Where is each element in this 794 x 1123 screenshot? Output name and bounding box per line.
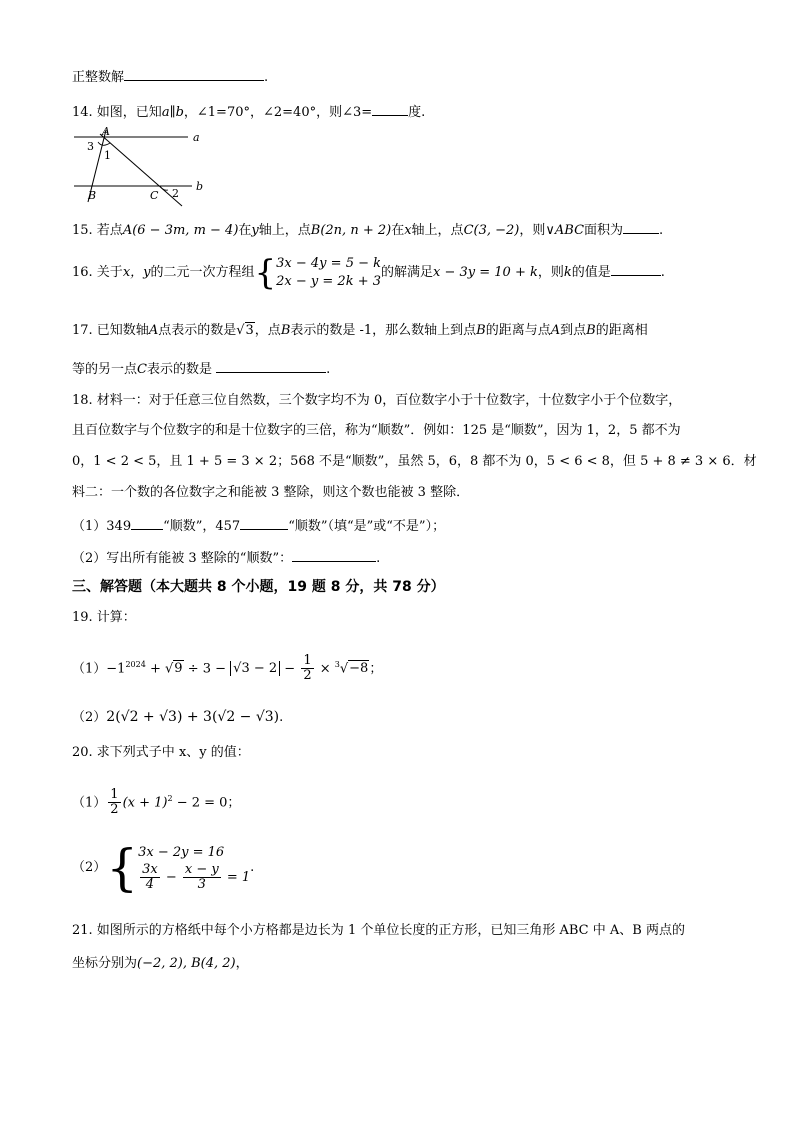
q16-brace: { (254, 252, 277, 293)
q16-eq1: 3x − 4y = 5 − k (276, 255, 381, 271)
q17-text-3: ，点 (254, 323, 281, 338)
q13-answer-blank[interactable] (124, 66, 264, 81)
q14-answer-blank[interactable] (372, 101, 408, 116)
q18-sub2-end: . (376, 551, 381, 566)
q15-text-7: 面积为 (584, 223, 624, 238)
q15-text-2: 在 (238, 223, 252, 238)
q18-line-1: 18. 材料一：对于任意三位自然数，三个数字均不为 0，百位数字小于十位数字，十位数字小于个位数字， (72, 393, 682, 408)
q20-p2-frac1-num: 3x (142, 862, 158, 877)
q17-text-9: 表示的数是 (146, 362, 212, 377)
q17-sqrt: 3 (245, 323, 254, 338)
q18-sub1-text-2: “顺数”，457 (163, 519, 241, 534)
q18-line-4: 料二：一个数的各位数字之和能被 3 整除，则这个数也能被 3 整除． (72, 485, 470, 500)
q17-point-B: B (280, 323, 291, 338)
q17-text-6: 到点 (560, 323, 587, 338)
q17-answer-blank[interactable] (216, 358, 326, 373)
q18-sub1-blank-1[interactable] (131, 515, 163, 530)
q16-condition: x − 3y = 10 + k (433, 265, 538, 280)
label-b: b (196, 180, 204, 193)
label-a: a (193, 131, 200, 144)
q19-p2-end: . (279, 710, 284, 725)
q17-text-5: 的距离与点 (485, 323, 551, 338)
q18-sub1-text-1: （1）349 (72, 519, 132, 534)
label-3: 3 (87, 140, 94, 153)
q17-point-B-3: B (586, 323, 596, 338)
q16-system (276, 255, 381, 291)
q14-line (72, 101, 425, 122)
q19-title: 19. 计算： (72, 610, 136, 625)
q20-p2-eq1: 3x − 2y = 16 (138, 845, 225, 860)
q20-p1-tail: − 2 = 0； (172, 795, 241, 811)
q19-p2-label: （2） (72, 710, 107, 725)
q20-p2-brace: { (106, 838, 139, 897)
q15-text-6: ，则 (519, 223, 546, 238)
line-AC (100, 134, 182, 206)
q16-vars: x，y (122, 265, 151, 280)
q17-text-4: 表示的数是 -1，那么数轴上到点 (290, 323, 477, 338)
q20-p2-end: . (250, 860, 255, 875)
q15-var-x: x (404, 223, 412, 238)
q14-prefix: 14. 如图，已知 (72, 105, 162, 120)
q20-p2-eq2 (138, 863, 250, 892)
q21-line-2 (72, 955, 249, 973)
q21-line-1: 21. 如图所示的方格纸中每个小方格都是边长为 1 个单位长度的正方形，已知三角形 ABC 中 A、B 两点的 (72, 923, 685, 938)
q18-sub1-text-3: “顺数”（填“是”或“不是”）； (288, 519, 446, 534)
q15-point-A: A(6 − 3m, m − 4) (122, 223, 239, 238)
q19-p1-sqrt9: 9 (174, 661, 183, 677)
q18-sub2-text: （2）写出所有能被 3 整除的“顺数”： (72, 551, 293, 566)
q20-part2 (72, 838, 254, 898)
q20-p2-frac2-den: 3 (197, 877, 206, 892)
q15-text-3: 轴上，点 (258, 223, 311, 238)
q17-text-2: 点表示的数是 (158, 323, 237, 338)
q19-p1-times: × (315, 661, 335, 677)
q16-text-4: ，则 (537, 265, 564, 280)
q14-condition: a∥b (161, 105, 184, 120)
q16-text-3: 的解满足 (381, 265, 434, 280)
q19-p1-num: 1 (303, 653, 312, 669)
angle-arc-3 (98, 142, 110, 145)
q16-text-5: 的值是 (571, 265, 611, 280)
q20-p2-frac1-den: 4 (145, 877, 155, 892)
q16-var-k: k (563, 265, 572, 280)
q20-p2-frac1 (140, 863, 160, 892)
q15-triangle: ∨ABC (545, 223, 585, 238)
label-1: 1 (104, 149, 111, 162)
q20-p2-frac2 (183, 863, 221, 892)
q18-sub2 (72, 547, 380, 568)
q19-p2-expr: 2(√2 + √3) + 3(√2 − √3) (106, 709, 280, 725)
q19-p1-fraction (301, 654, 313, 683)
q17-point-A-2: A (550, 323, 561, 338)
section-3-title: 三、解答题（本大题共 8 个小题，19 题 8 分，共 78 分） (72, 579, 445, 595)
q19-p1-abs: √3 − 2 (230, 661, 280, 676)
q20-part1 (72, 782, 240, 820)
q15-point-C: C(3, −2) (463, 223, 520, 238)
q16-line (72, 253, 665, 293)
q15-answer-blank[interactable] (623, 219, 659, 234)
q19-p1-div: ÷ 3 − (183, 661, 231, 677)
q17-point-A: A (148, 323, 159, 338)
q17-text-8: 等的另一点 (72, 362, 138, 377)
q20-p2-system (138, 843, 250, 892)
q15-line (72, 219, 663, 240)
q19-p1-end: ； (369, 661, 383, 677)
q13-tail-line (72, 66, 268, 87)
label-2: 2 (172, 187, 179, 200)
q17-point-C: C (137, 362, 147, 377)
q18-sub1-blank-2[interactable] (240, 515, 288, 530)
q20-p1-expr: (x + 1) (122, 795, 168, 811)
label-A: A (102, 125, 110, 138)
q18-sub1 (72, 515, 445, 536)
q19-p1-cuberoot: −8 (349, 661, 369, 677)
q14-figure (70, 124, 210, 210)
q19-p1-plus: + (145, 661, 165, 677)
q15-point-B: B(2n, n + 2) (310, 223, 392, 238)
q15-text-5: 轴上，点 (411, 223, 464, 238)
q15-var-y: y (251, 223, 259, 238)
q16-eq2: 2x − y = 2k + 3 (276, 273, 381, 289)
q16-end: . (660, 265, 665, 280)
q17-end: . (326, 362, 331, 377)
q21-end: ， (235, 956, 249, 971)
label-C: C (150, 189, 159, 202)
q20-p2-minus: − (161, 870, 181, 885)
q19-p1-exponent: 2024 (125, 660, 146, 669)
q20-p2-label: （2） (72, 860, 107, 875)
angle-arc-2 (160, 186, 168, 190)
q18-line-2: 且百位数字与个位数字的和是十位数字的三倍，称为“顺数”．例如：125 是“顺数”，因为 1，2，5 都不为 (72, 423, 681, 438)
q13-tail-text: 正整数解 (72, 70, 125, 85)
q20-p2-frac2-num: x − y (184, 862, 219, 877)
q18-sub2-blank[interactable] (292, 547, 376, 562)
q20-p1-exponent: 2 (167, 794, 173, 803)
q17-text-7: 的距离相 (595, 323, 648, 338)
q20-p1-num: 1 (110, 787, 119, 803)
q21-text: 坐标分别为 (72, 956, 138, 971)
q17-line-2 (72, 358, 330, 379)
q19-p1-label: （1） (72, 661, 107, 677)
q19-p1-den: 2 (303, 668, 312, 684)
q20-p2-eq2-tail: = 1 (222, 870, 251, 885)
q20-title: 20. 求下列式子中 x、y 的值： (72, 745, 250, 760)
q20-p1-label: （1） (72, 795, 107, 811)
q15-end: . (659, 223, 664, 238)
q19-p1-minus: − (280, 661, 300, 677)
q18-line-3: 0，1 < 2 < 5，且 1 + 5 = 3 × 2；568 不是“顺数”，虽然 5，6，8 都不为 0，5 < 6 < 8，但 5 + 8 ≠ 3 × 6．材 (72, 454, 757, 469)
q17-line-1: 17. 已知数轴A点表示的数是√3，点B表示的数是 -1，那么数轴上到点B的距离与点A到点B的距离相 (72, 323, 648, 338)
q16-text-1: 16. 关于 (72, 265, 123, 280)
q14-suffix: 度. (408, 105, 426, 120)
label-B: B (88, 189, 97, 202)
q13-end: . (264, 70, 269, 85)
q16-text-2: 的二元一次方程组 (150, 265, 255, 280)
q21-coordinates: (−2, 2), B(4, 2) (137, 956, 236, 971)
q20-p1-fraction (108, 788, 120, 817)
q14-angles: ，∠1=70°，∠2=40°，则∠3= (183, 105, 373, 120)
q16-answer-blank[interactable] (611, 261, 661, 276)
q19-part2 (72, 705, 283, 730)
q19-part1: $(1)-1^{2024} + √9 \div 3 - √3 - 2$ − $\frac{1}{2}$ × $^3$√−8； (72, 653, 383, 684)
q20-p1-den: 2 (110, 802, 119, 818)
q17-point-B-2: B (476, 323, 486, 338)
q17-text-1: 17. 已知数轴 (72, 323, 149, 338)
q15-text-4: 在 (391, 223, 405, 238)
q19-p1-cube-index: 3 (334, 660, 340, 669)
q15-text-1: 15. 若点 (72, 223, 123, 238)
q19-p1-term: −1 (106, 661, 126, 677)
